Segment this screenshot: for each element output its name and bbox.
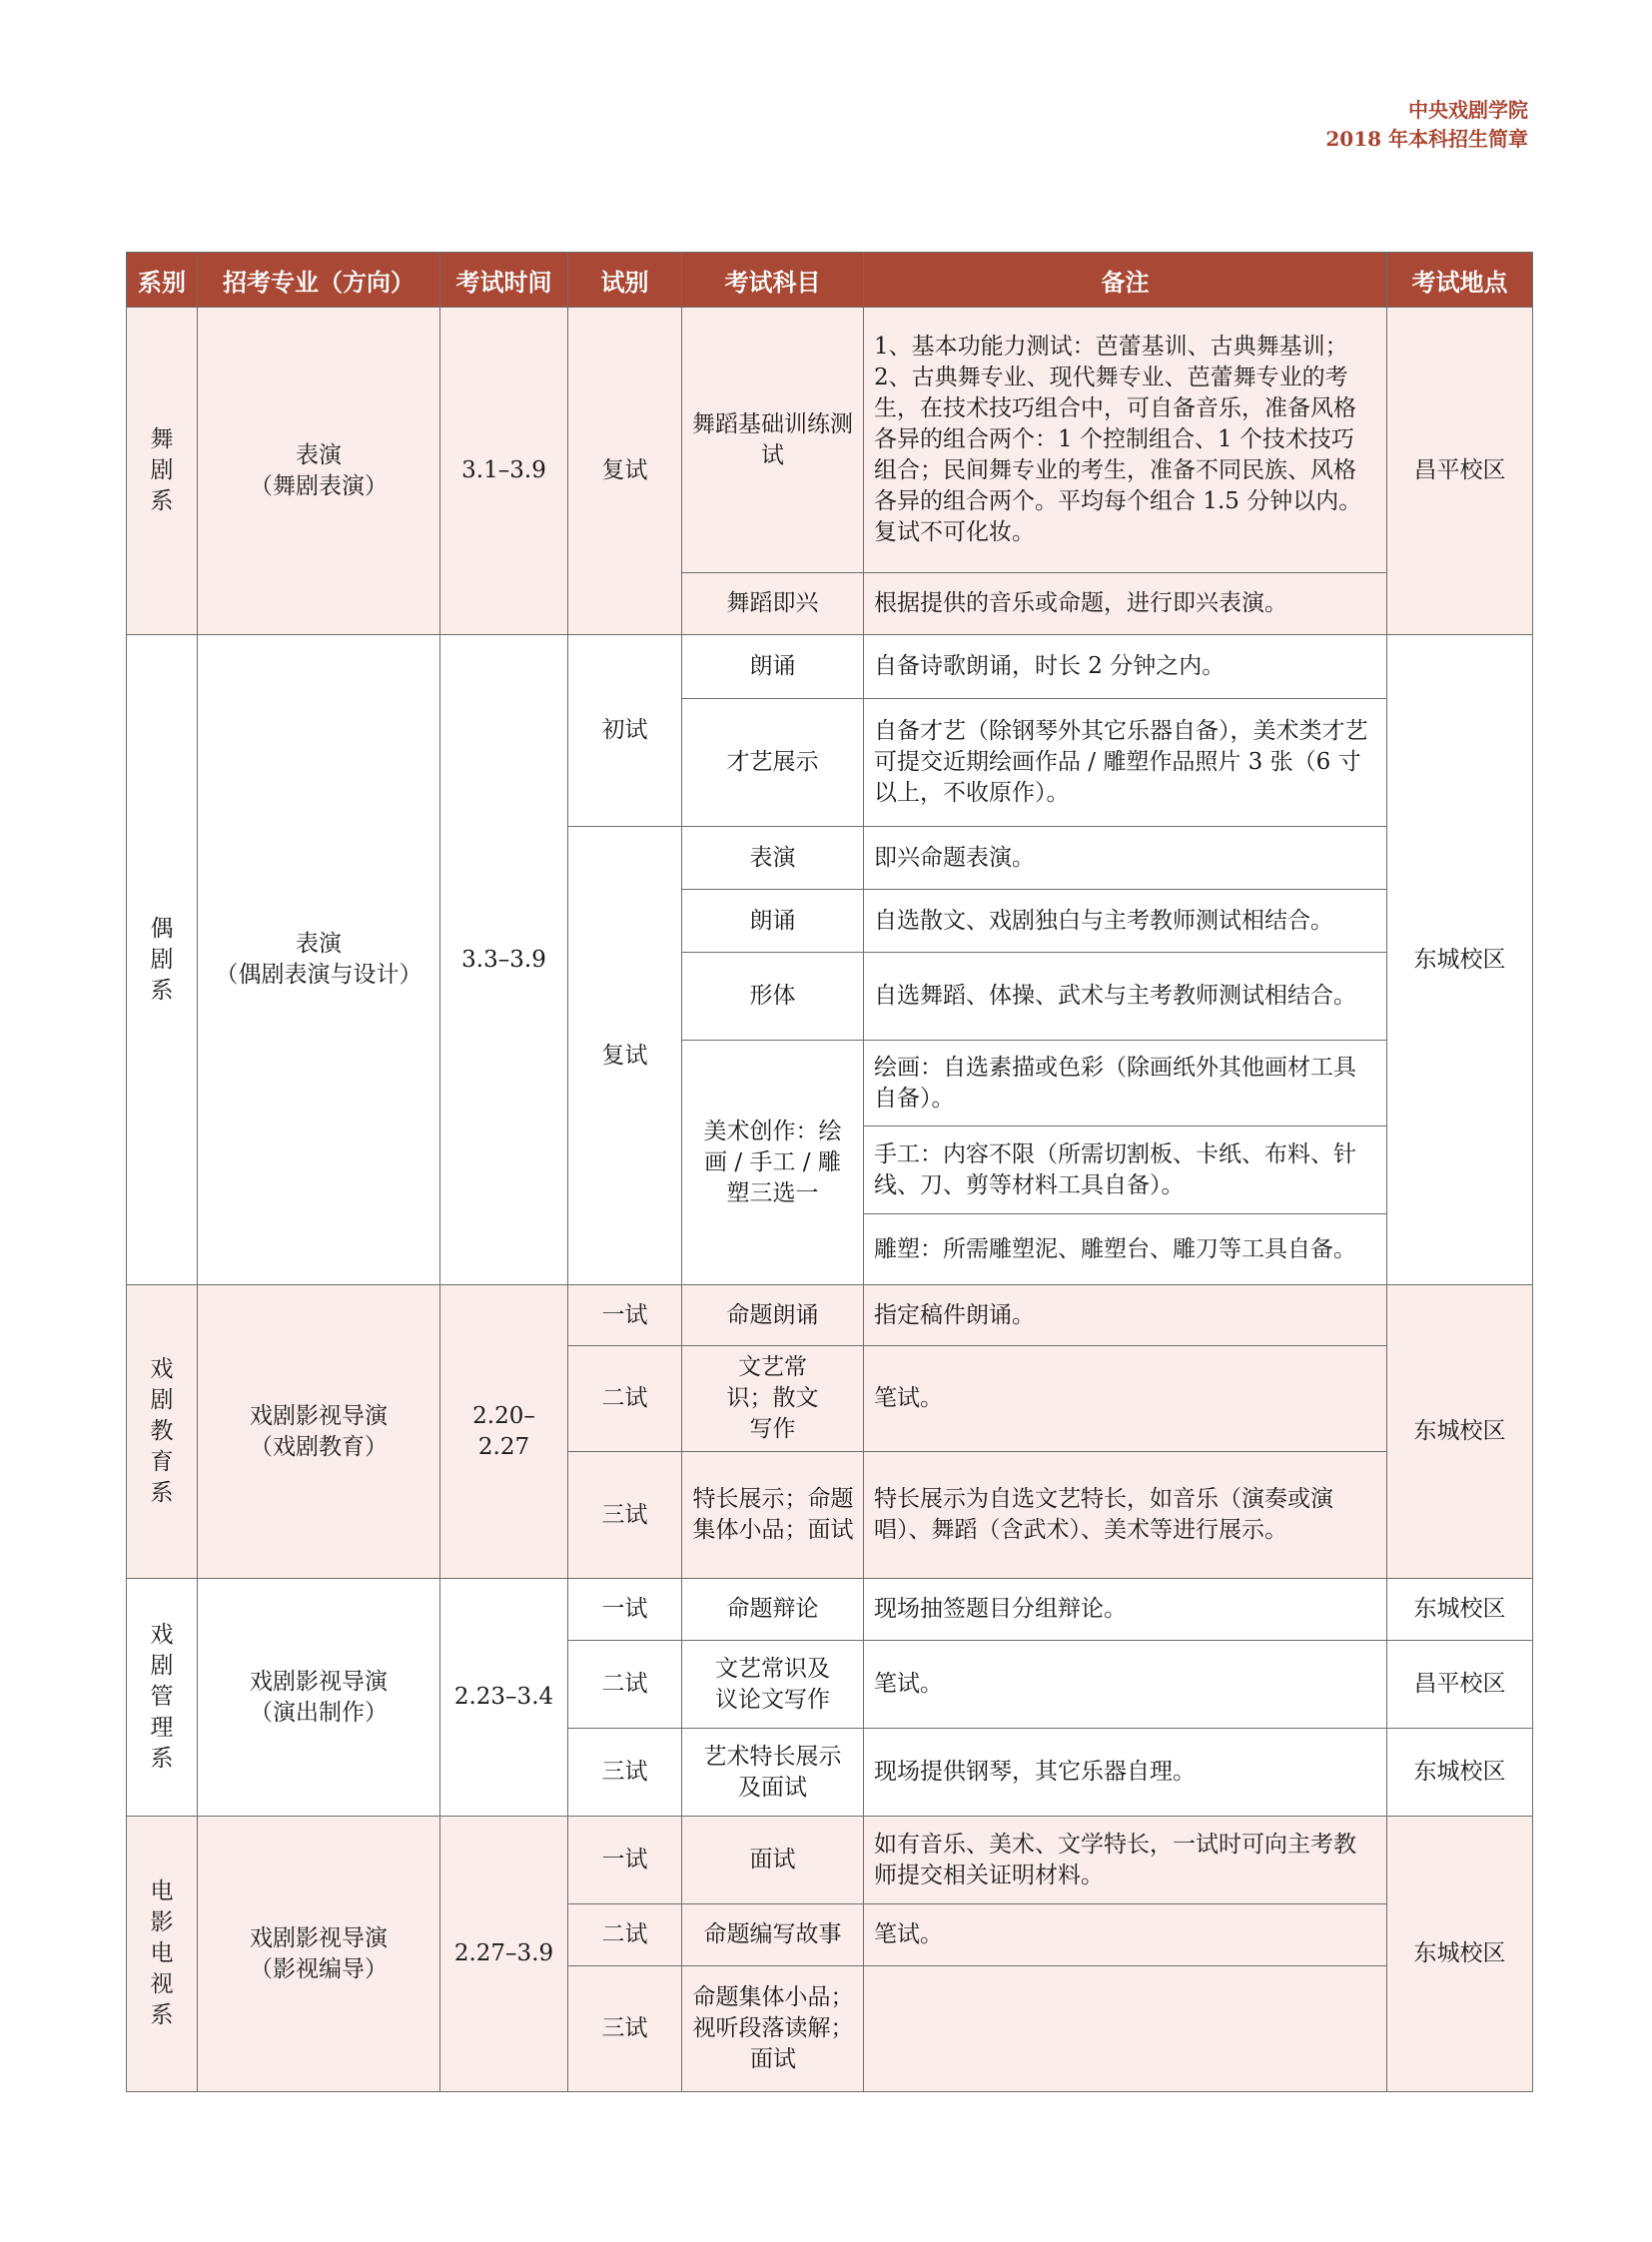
column-header-location: 考试地点	[1387, 253, 1533, 308]
school-name: 中央戏剧学院	[1408, 98, 1528, 122]
location-cell: 东城校区	[1387, 1729, 1533, 1817]
subject-cell: 文艺常识；散文写作	[682, 1346, 864, 1452]
subject-cell: 美术创作：绘画 / 手工 / 雕塑三选一	[682, 1041, 864, 1285]
stage-cell: 三试	[568, 1729, 682, 1817]
location-cell: 昌平校区	[1387, 308, 1533, 635]
subject-cell: 面试	[682, 1817, 864, 1904]
stage-cell: 复试	[568, 308, 682, 635]
major-cell: 表演 （舞剧表演）	[198, 308, 440, 635]
subject-cell: 才艺展示	[682, 699, 864, 827]
time-cell: 2.27–3.9	[440, 1817, 568, 2092]
column-header-stage: 试别	[568, 253, 682, 308]
stage-cell: 一试	[568, 1817, 682, 1904]
note-cell: 特长展示为自选文艺特长，如音乐（演奏或演唱）、舞蹈（含武术）、美术等进行展示。	[864, 1452, 1387, 1579]
major-cell: 戏剧影视导演 （影视编导）	[198, 1817, 440, 2092]
table-row	[127, 1579, 1533, 1641]
dept-cell: 舞剧系	[127, 308, 198, 635]
subject-cell: 表演	[682, 827, 864, 890]
column-header-subject: 考试科目	[682, 253, 864, 308]
stage-cell: 三试	[568, 1966, 682, 2092]
column-header-major: 招考专业（方向）	[198, 253, 440, 308]
location-cell: 东城校区	[1387, 635, 1533, 1285]
subject-cell: 朗诵	[682, 890, 864, 953]
column-header-note: 备注	[864, 253, 1387, 308]
table-row	[127, 1285, 1533, 1346]
admission-exam-table	[126, 252, 1533, 2092]
stage-cell: 一试	[568, 1285, 682, 1346]
subject-cell: 朗诵	[682, 635, 864, 699]
dept-cell: 偶剧系	[127, 635, 198, 1285]
table-header-row	[127, 253, 1533, 308]
stage-cell: 二试	[568, 1641, 682, 1729]
stage-cell: 一试	[568, 1579, 682, 1641]
note-cell: 自选舞蹈、体操、武术与主考教师测试相结合。	[864, 953, 1387, 1041]
location-cell: 东城校区	[1387, 1285, 1533, 1579]
location-cell: 东城校区	[1387, 1579, 1533, 1641]
major-cell: 表演 （偶剧表演与设计）	[198, 635, 440, 1285]
note-cell: 如有音乐、美术、文学特长，一试时可向主考教师提交相关证明材料。	[864, 1817, 1387, 1904]
stage-cell: 初试	[568, 635, 682, 827]
note-cell: 笔试。	[864, 1346, 1387, 1452]
page-header	[1325, 96, 1528, 154]
subject-cell: 命题辩论	[682, 1579, 864, 1641]
note-cell: 自备才艺（除钢琴外其它乐器自备），美术类才艺可提交近期绘画作品 / 雕塑作品照片 3 张（6 寸以上，不收原作）。	[864, 699, 1387, 827]
column-header-time: 考试时间	[440, 253, 568, 308]
note-cell: 即兴命题表演。	[864, 827, 1387, 890]
time-cell: 2.20–2.27	[440, 1285, 568, 1579]
column-header-dept: 系别	[127, 253, 198, 308]
note-cell: 手工：内容不限（所需切割板、卡纸、布料、针线、刀、剪等材料工具自备）。	[864, 1126, 1387, 1214]
subject-cell: 舞蹈基础训练测试	[682, 308, 864, 573]
note-cell: 指定稿件朗诵。	[864, 1285, 1387, 1346]
location-cell: 东城校区	[1387, 1817, 1533, 2092]
stage-cell: 二试	[568, 1346, 682, 1452]
document-title: 2018 年本科招生简章	[1325, 127, 1528, 151]
subject-cell: 命题编写故事	[682, 1904, 864, 1966]
dept-cell: 电影电视系	[127, 1817, 198, 2092]
subject-cell: 舞蹈即兴	[682, 573, 864, 635]
table-row	[127, 308, 1533, 573]
note-cell: 笔试。	[864, 1641, 1387, 1729]
subject-cell: 命题集体小品；视听段落读解；面试	[682, 1966, 864, 2092]
note-cell: 自备诗歌朗诵，时长 2 分钟之内。	[864, 635, 1387, 699]
subject-cell: 命题朗诵	[682, 1285, 864, 1346]
major-cell: 戏剧影视导演 （演出制作）	[198, 1579, 440, 1817]
subject-cell: 艺术特长展示及面试	[682, 1729, 864, 1817]
note-cell: 现场抽签题目分组辩论。	[864, 1579, 1387, 1641]
note-cell: 雕塑：所需雕塑泥、雕塑台、雕刀等工具自备。	[864, 1214, 1387, 1285]
subject-cell: 形体	[682, 953, 864, 1041]
subject-cell: 文艺常识及议论文写作	[682, 1641, 864, 1729]
note-cell: 绘画：自选素描或色彩（除画纸外其他画材工具自备）。	[864, 1041, 1387, 1126]
note-cell: 自选散文、戏剧独白与主考教师测试相结合。	[864, 890, 1387, 953]
time-cell: 3.1–3.9	[440, 308, 568, 635]
stage-cell: 三试	[568, 1452, 682, 1579]
dept-cell: 戏剧教育系	[127, 1285, 198, 1579]
location-cell: 昌平校区	[1387, 1641, 1533, 1729]
time-cell: 3.3–3.9	[440, 635, 568, 1285]
note-cell: 根据提供的音乐或命题，进行即兴表演。	[864, 573, 1387, 635]
note-cell: 笔试。	[864, 1904, 1387, 1966]
stage-cell: 二试	[568, 1904, 682, 1966]
subject-cell: 特长展示；命题集体小品；面试	[682, 1452, 864, 1579]
major-cell: 戏剧影视导演 （戏剧教育）	[198, 1285, 440, 1579]
stage-cell: 复试	[568, 827, 682, 1285]
note-cell: 1、基本功能力测试：芭蕾基训、古典舞基训；2、古典舞专业、现代舞专业、芭蕾舞专业的考生，在技术技巧组合中，可自备音乐，准备风格各异的组合两个：1 个控制组合、1 个技术技巧组合；民间舞专业的考生，准备不同民族、风格各异的组合两个。平均每个组合 1.5 分钟以内。 复试不可化妆。	[864, 308, 1387, 573]
time-cell: 2.23–3.4	[440, 1579, 568, 1817]
dept-cell: 戏剧管理系	[127, 1579, 198, 1817]
table-row	[127, 635, 1533, 699]
note-cell: 现场提供钢琴，其它乐器自理。	[864, 1729, 1387, 1817]
table-row	[127, 1817, 1533, 1904]
note-cell	[864, 1966, 1387, 2092]
